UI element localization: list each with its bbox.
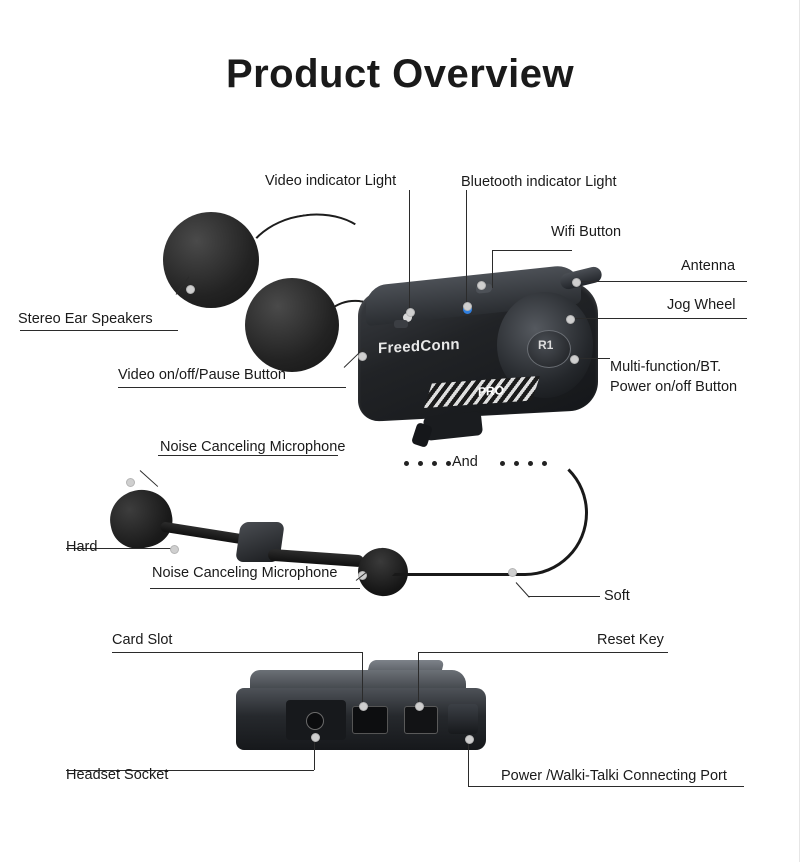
stereo-ear-speaker-right [245,278,339,372]
callout-reset-key: Reset Key [597,632,664,648]
power-walki-talki-port-part [448,704,478,734]
page-title: Product Overview [225,52,575,96]
microphones-illustration [0,440,800,640]
callout-power-walki-talki-connecting-port: Power /Walki-Talki Connecting Port [501,768,727,784]
anchor-dot-speaker [186,285,195,294]
anchor-dot-bluetooth-indicator [463,302,472,311]
leader-line-reset-key-v [418,652,419,704]
leader-line-multifunction [576,358,610,359]
soft-microphone-wire [392,450,588,576]
callout-and: And [452,454,478,470]
callout-antenna: Antenna [681,258,736,274]
leader-line-reset-key-h [418,652,668,653]
video-button-part [394,320,408,328]
leader-line-power-port-v [468,742,469,786]
leader-line-antenna [577,281,747,282]
hard-microphone-head [105,484,178,554]
anchor-dot-soft [508,568,517,577]
hard-microphone-neck [160,521,247,544]
anchor-dot-noise-mic-hard [126,478,135,487]
anchor-dot-jog-wheel [566,315,575,324]
jog-wheel-model-text: R1 [538,338,554,352]
anchor-dot-antenna [572,278,581,287]
callout-video-indicator-light: Video indicator Light [265,173,397,189]
leader-line-card-slot-h [112,652,362,653]
anchor-dot-power-port [465,735,474,744]
leader-line-headset-socket-v [314,740,315,770]
leader-line-video-indicator [409,190,410,308]
callout-headset-socket: Headset Socket [66,767,169,783]
headset-socket-part [306,712,324,730]
leader-line-speakers-h [20,330,178,331]
brand-text: FreedConn [378,335,460,358]
callout-jog-wheel: Jog Wheel [667,297,736,313]
callout-wifi-button: Wifi Button [551,224,622,240]
card-slot-part [352,706,388,734]
leader-line-wifi-h [492,250,572,251]
callout-video-onoff-pause-button: Video on/off/Pause Button [118,367,286,383]
leader-line-video-button-h [118,387,346,388]
callout-noise-canceling-microphone-hard: Noise Canceling Microphone [160,439,346,455]
anchor-dot-headset-socket [311,733,320,742]
callout-multi-function-line1: Multi-function/BT. [610,359,722,375]
callout-bluetooth-indicator-light: Bluetooth indicator Light [461,174,617,190]
anchor-dot-multifunction [570,355,579,364]
callout-multi-function-line2: Power on/off Button [610,379,738,395]
leader-line-wifi-v [492,250,493,288]
callout-stereo-ear-speakers: Stereo Ear Speakers [18,311,153,327]
anchor-dot-video-button [358,352,367,361]
leader-line-power-port-h [468,786,744,787]
mic-port-part [423,411,483,441]
anchor-dot-video-indicator [406,308,415,317]
leader-line-noise-mic-soft [150,588,360,589]
leader-line-bluetooth-indicator [466,190,467,302]
callout-card-slot: Card Slot [112,632,173,648]
dotted-connector-right [500,461,547,466]
anchor-dot-hard [170,545,179,554]
anchor-dot-card-slot [359,702,368,711]
dotted-connector-left [404,461,451,466]
leader-line-jog-wheel [570,318,747,319]
leader-line-soft-h [528,596,600,597]
callout-noise-canceling-microphone-soft: Noise Canceling Microphone [152,565,338,581]
anchor-dot-wifi [477,281,486,290]
callout-hard: Hard [66,539,98,555]
anchor-dot-reset-key [415,702,424,711]
leader-line-card-slot-v [362,652,363,704]
stereo-ear-speaker-left [163,212,259,308]
model-badge-text: PRO [478,383,505,399]
callout-soft: Soft [604,588,630,604]
